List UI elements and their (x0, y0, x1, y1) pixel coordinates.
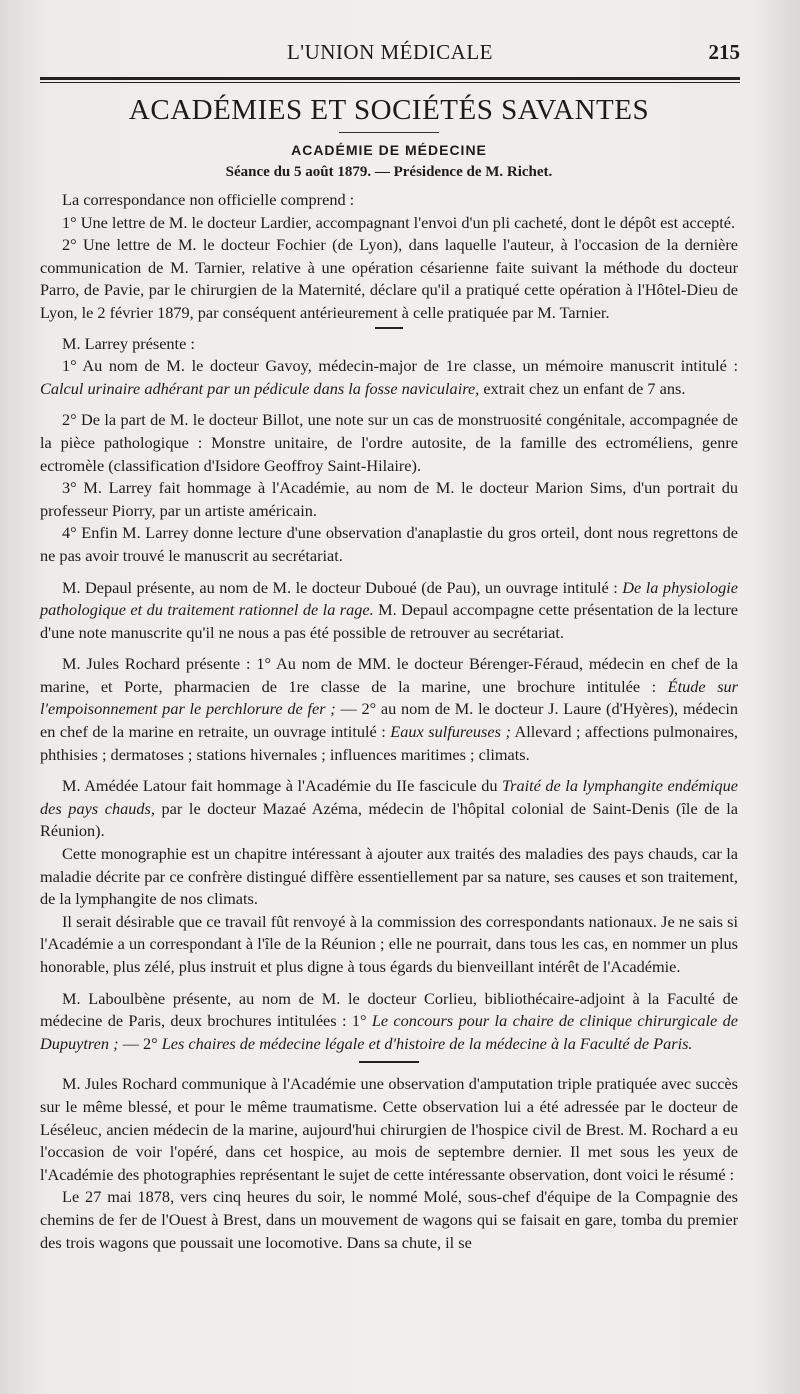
page-header (40, 40, 740, 76)
title-italic: Étude sur l'empoisonnement par le perchlorure de fer ; (40, 676, 739, 719)
page-number: 215 (708, 40, 740, 64)
section-divider (375, 327, 403, 329)
paragraph: M. Amédée Latour fait hommage à l'Académie du IIe fascicule du Traité de la lymphangite endémique des pays chauds, par le docteur Mazaé Azéma, médecin de l'hôpital colonial de Saint-Denis (île de la Réunion). (40, 776, 738, 841)
title-italic: Eaux sulfureuses ; (390, 722, 511, 742)
header-rule-thin (40, 82, 740, 83)
paragraph: 1° Une lettre de M. le docteur Lardier, accompagnant l'envoi d'un pli cacheté, dont le dépôt est accepté. (62, 212, 736, 232)
title-rule (339, 132, 439, 133)
section-title: ACADÉMIES ET SOCIÉTÉS SAVANTES (128, 94, 650, 126)
session-line: Séance du 5 août 1879. — Présidence de M. Richet. (225, 164, 553, 180)
title-italic: Le concours pour la chaire de clinique chirurgicale de Dupuytren ; (40, 1011, 738, 1053)
paragraph: M. Larrey présente : (62, 333, 195, 353)
title-italic: Les chaires de médecine légale et d'histoire de la médecine à la Faculté de Paris. (161, 1033, 693, 1053)
paragraph: M. Jules Rochard présente : 1° Au nom de MM. le docteur Bérenger-Féraud, médecin en chef de la marine, et Porte, pharmacien de 1re classe de la marine, une brochure intitulée : Étude sur l'empoisonnement par le perchlorure de fer ; — 2° au nom de M. le docteur J. Laure (d'Hyères), médecin en chef de la marine en retraite, un ouvrage intitulé : Eaux sulfureuses ; Allevard ; affections pulmonaires, phthisies ; dermatoses ; stations hivernales ; influences maritimes ; climats. (40, 654, 739, 764)
title-italic: Traité de la lymphangite endémique des pays chauds, (40, 776, 738, 818)
paragraph: 3° M. Larrey fait hommage à l'Académie, au nom de M. le docteur Marion Sims, d'un portrait du professeur Piorry, par un artiste américain. (40, 478, 738, 520)
title-italic: Calcul urinaire adhérant par un pédicule dans la fosse naviculaire, (40, 378, 480, 398)
header-rule (40, 77, 740, 80)
paragraph: M. Depaul présente, au nom de M. le docteur Duboué (de Pau), un ouvrage intitulé : De la physiologie pathologique et du traitement rationnel de la rage. M. Depaul accompagne cette présentation de la lecture d'une note manuscrite qu'il ne nous a pas été possible de retrouver au secrétariat. (40, 577, 738, 642)
article-body (40, 88, 738, 1254)
running-title: L'UNION MÉDICALE (286, 40, 493, 64)
paragraph: 4° Enfin M. Larrey donne lecture d'une observation d'anaplastie du gros orteil, dont nous regrettons de ne pas avoir trouvé le manuscrit au secrétariat. (40, 523, 738, 565)
paragraph: 2° De la part de M. le docteur Billot, une note sur un cas de monstruosité congénitale, accompagnée de la pièce pathologique : Monstre unitaire, de l'ordre autosite, de la famille des ectroméliens, genre ectromèle (classification d'Isidore Geoffroy Saint-Hilaire). (40, 410, 738, 475)
academy-heading: ACADÉMIE DE MÉDECINE (291, 142, 487, 158)
title-italic: De la physiologie pathologique et du traitement rationnel de la rage. (40, 577, 738, 620)
paragraph: 2° Une lettre de M. le docteur Fochier (de Lyon), dans laquelle l'auteur, à l'occasion de la dernière communication de M. Tarnier, relative à une opération césarienne faite suivant la méthode du docteur Parro, de Pavie, par le chirurgien de la Maternité, déclare qu'il a pratiqué cette opération à l'Hôtel-Dieu de Lyon, le 2 février 1879, par conséquent antérieurement à celle pratiquée par M. Tarnier. (40, 235, 738, 322)
paragraph: Le 27 mai 1878, vers cinq heures du soir, le nommé Molé, sous-chef d'équipe de la Compagnie des chemins de fer de l'Ouest à Brest, dans un mouvement de wagons qui se faisait en gare, tomba du premier des trois wagons que poussait une locomotive. Dans sa chute, il se (40, 1187, 738, 1252)
paragraph: M. Laboulbène présente, au nom de M. le docteur Corlieu, bibliothécaire-adjoint à la Faculté de médecine de Paris, deux brochures intitulées : 1° Le concours pour la chaire de clinique chirurgicale de Dupuytren ; — 2° Les chaires de médecine légale et d'histoire de la médecine à la Faculté de Paris. (40, 988, 738, 1053)
paragraph: Cette monographie est un chapitre intéressant à ajouter aux traités des maladies des pays chauds, car la maladie décrite par ce confrère distingué diffère essentiellement par sa nature, ses causes et son traitement, de la lymphangite de nos climats. (40, 844, 738, 909)
paragraph: Il serait désirable que ce travail fût renvoyé à la commission des correspondants nationaux. Je ne sais si l'Académie a un correspondant à l'île de la Réunion ; elle ne pourrait, dans tous les cas, en nommer un plus honorable, plus zélé, plus instruit et plus digne à tous égards du bienveillant intérêt de l'Académie. (40, 911, 738, 976)
paragraph: 1° Au nom de M. le docteur Gavoy, médecin-major de 1re classe, un mémoire manuscrit intitulé : Calcul urinaire adhérant par un pédicule dans la fosse naviculaire, extrait chez un enfant de 7 ans. (40, 356, 738, 398)
section-divider (359, 1061, 419, 1063)
paragraph: M. Jules Rochard communique à l'Académie une observation d'amputation triple pratiquée avec succès sur le même blessé, et pour le même traumatisme. Cette observation lui a été adressée par le docteur de Léséleuc, ancien médecin de la marine, aujourd'hui chirurgien de l'hospice civil de Brest. M. Rochard a eu l'occasion de voir l'opéré, dans cet hospice, au mois de septembre dernier. Il met sous les yeux de l'Académie des photographies représentant le sujet de cette intéressante observation, dont voici le résumé : (40, 1074, 738, 1184)
paragraph: La correspondance non officielle comprend : (62, 190, 355, 209)
